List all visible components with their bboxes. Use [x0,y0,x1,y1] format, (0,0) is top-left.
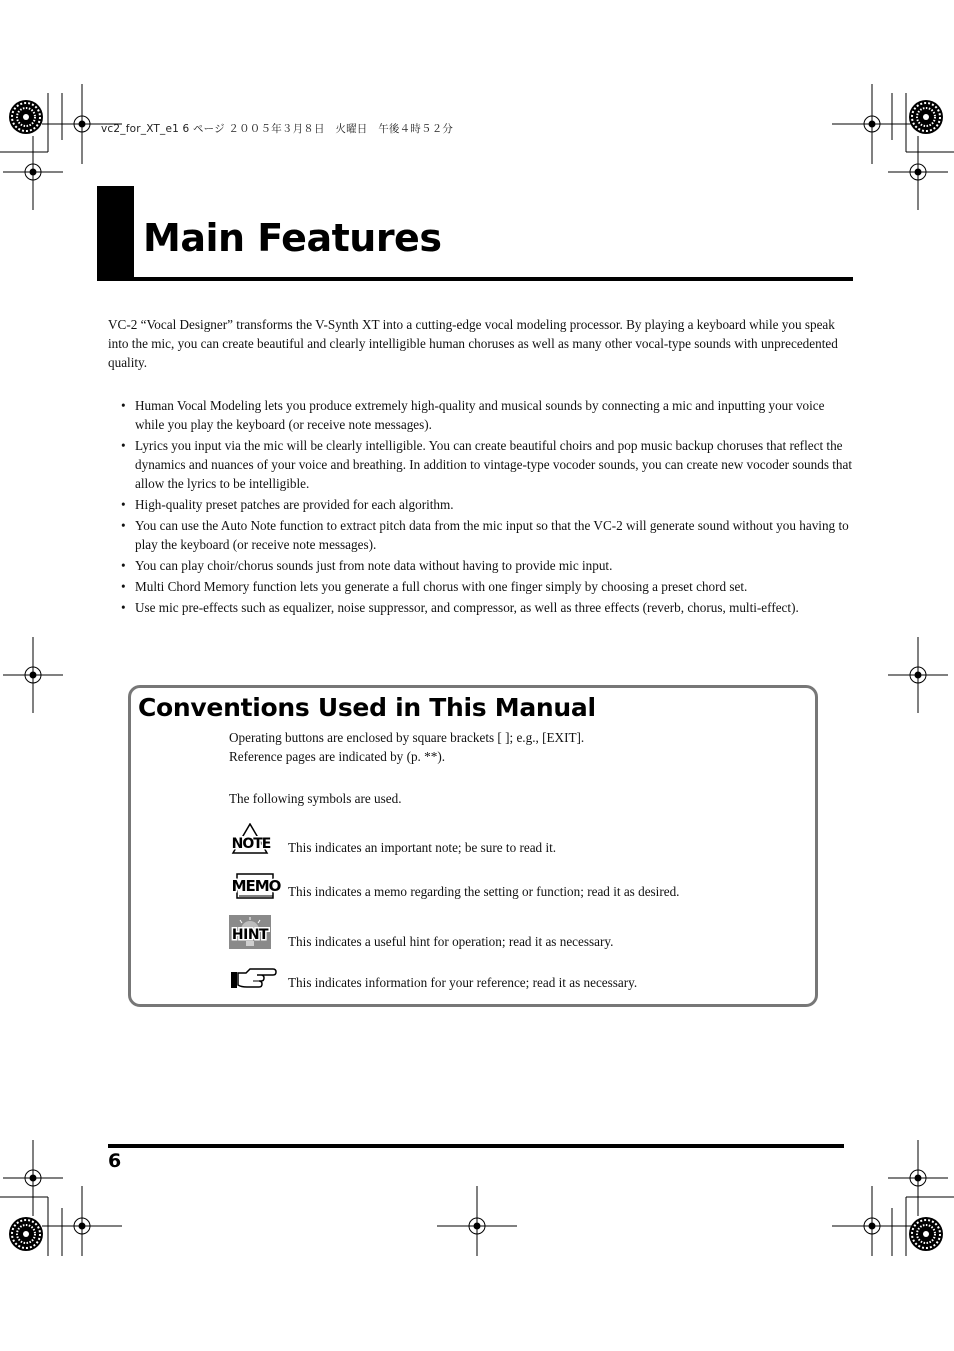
page-title: Main Features [143,216,442,260]
bullet: • [121,578,126,594]
note-description: This indicates an important note; be sure to read it. [288,840,557,855]
title-rule [97,277,853,281]
bullet: • [121,518,126,533]
print-header: vc2_for_XT_e1 6 ページ ２００５年３月８日 火曜日 午後４時５２分 [101,123,454,135]
list-item: • Human Vocal Modeling lets you produce extremely high-quality and musical sounds by connecting a mic and inputting your voice while you play the keyboard (or receive note messages). [121,398,825,433]
conventions-title: Conventions Used in This Manual [138,693,596,722]
pointing-hand-icon [229,966,279,992]
conventions-brackets-text: Operating buttons are enclosed by square brackets [ ]; e.g., [EXIT]. [229,730,585,745]
bullet: • [121,599,126,615]
title-block-accent [97,186,134,280]
list-item: • Use mic pre-effects such as equalizer, noise suppressor, and compressor, as well as three effects (reverb, chorus, multi-effect). [118,598,854,617]
starburst-marks [9,100,943,1251]
page-number: 6 [108,1150,122,1172]
hint-description: This indicates a useful hint for operation; read it as necessary. [288,934,614,949]
list-item: • Lyrics you input via the mic will be clearly intelligible. You can create beautiful choirs and pop music backup choruses that reflect the dynamics and nuances of your voice and breathing. In addition to vintage-type vocoder sounds, you can create new vocoder sounds that allow the lyrics to be intelligible. [121,438,853,492]
list-item: • Multi Chord Memory function lets you generate a full chorus with one finger simply by choosing a preset chord set. [118,577,854,596]
memo-icon [229,872,285,902]
reference-description: This indicates information for your reference; read it as necessary. [288,975,638,990]
crop-marks [0,93,954,1256]
list-item: • High-quality preset patches are provided for each algorithm. [118,495,854,514]
conventions-symbols-intro: The following symbols are used. [229,791,402,806]
bullet: • [121,558,126,573]
intro-paragraph: VC-2 “Vocal Designer” transforms the V-Synth XT into a cutting-edge vocal modeling processor. By playing a keyboard while you speak into the mic, you can create beautiful and clearly intelligible human choruses as well as many other vocal-type sounds with unprecedented quality. [108,317,838,371]
list-item: • You can play choir/chorus sounds just from note data without having to provide mic input. [118,556,854,575]
svg-text:MEMO: MEMO [231,877,281,895]
svg-text:NOTE: NOTE [231,836,271,852]
hint-icon [229,915,273,949]
bullet: • [121,497,126,513]
bullet: • [121,438,126,453]
footer-rule [108,1144,844,1148]
feature-list [118,396,854,618]
list-item: • You can use the Auto Note function to extract pitch data from the mic input so that the VC-2 will generate sound without you having to play the keyboard (or receive note messages). [121,518,849,553]
conventions-reference-text: Reference pages are indicated by (p. **). [229,749,446,764]
note-icon [229,823,275,857]
bullet: • [121,398,126,413]
svg-text:HINT: HINT [231,927,269,943]
memo-description: This indicates a memo regarding the setting or function; read it as desired. [288,884,680,899]
